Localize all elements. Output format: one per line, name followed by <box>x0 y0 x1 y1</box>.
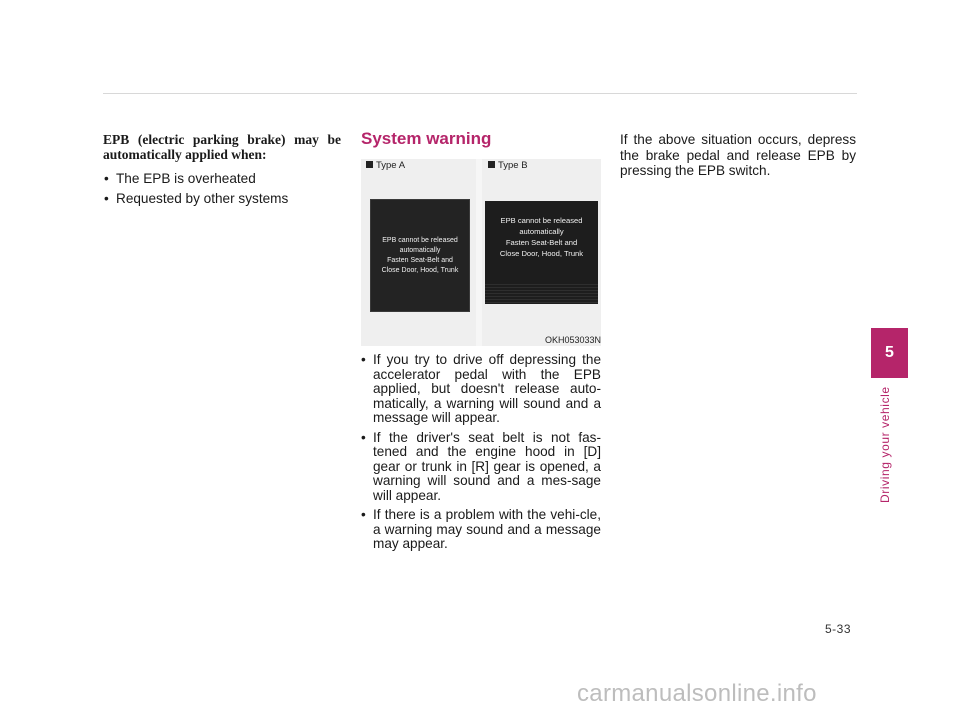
screen-wave-graphic <box>485 284 598 304</box>
square-bullet-icon <box>488 161 495 168</box>
intro-bullet-list <box>103 171 341 206</box>
section-title: System warning <box>361 129 492 148</box>
intro-bullet: • Requested by other systems <box>103 191 341 207</box>
system-warning-column <box>361 129 601 551</box>
right-column <box>620 132 856 179</box>
intro-heading: EPB (electric parking brake) may be automatically applied when: <box>103 132 341 162</box>
warning-figure <box>361 159 601 346</box>
warning-bullet: • If the driver's seat belt is not fas-tened and the engine hood in [D] gear or trunk in [R] gear is opened, a warning will sound and a mes-sage will appear. <box>361 431 601 504</box>
intro-bullet: • The EPB is overheated <box>103 171 341 187</box>
cluster-screen-type-a <box>370 199 470 312</box>
chapter-tab: 5 <box>871 328 908 378</box>
warning-bullet: • If there is a problem with the vehi-cle, a warning may sound and a message may appear. <box>361 508 601 552</box>
figure-code: OKH053033N <box>544 335 601 345</box>
intro-column <box>103 132 341 210</box>
figure-panel-type-b <box>482 159 601 346</box>
screen-message: EPB cannot be released automatically Fasten Seat-Belt and Close Door, Hood, Trunk <box>381 236 459 274</box>
instruction-paragraph: If the above situation occurs, depress the brake pedal and release EPB by pressing the EPB switch. <box>620 132 856 178</box>
top-rule <box>103 93 857 94</box>
chapter-label: Driving your vehicle <box>878 386 892 503</box>
warning-bullet: • If you try to drive off depressing the accelerator pedal with the EPB applied, but doesn't release auto-matically, a warning will sound and a message will appear. <box>361 353 601 426</box>
screen-message: EPB cannot be released automatically Fasten Seat-Belt and Close Door, Hood, Trunk <box>499 216 584 258</box>
watermark: carmanualsonline.info <box>577 680 817 707</box>
figure-panel-type-a <box>361 159 476 346</box>
square-bullet-icon <box>366 161 373 168</box>
cluster-screen-type-b <box>485 201 598 304</box>
page-number: 5-33 <box>825 622 852 636</box>
type-a-label: Type A <box>366 160 405 171</box>
type-b-label: Type B <box>488 160 528 171</box>
warning-bullet-list <box>361 353 601 557</box>
